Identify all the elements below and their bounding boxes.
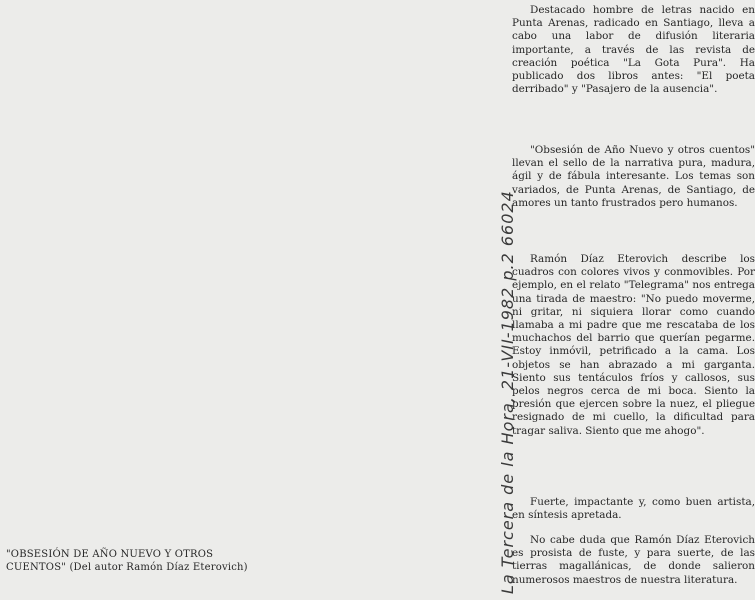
paragraph-4: Fuerte, impactante y, como buen artista, en síntesis apretada. [512,496,755,522]
paragraph-3: Ramón Díaz Eterovich describe los cuadros con colores vivos y conmovibles. Por ejemplo, en el relato "Telegrama" nos entrega una tirada de maestro: "No puedo moverme, ni gritar, ni siquiera llorar como cuando llamaba a mi padre que me rescataba de los muchachos del barrio que querían pegarme. Estoy inmóvil, petrificado a la cama. Los objetos se han abrazado a mi garganta. Siento sus tentáculos fríos y callosos, sus pelos negros cerca de mi boca. Siento la presión que ejercen sobre la nuez, el pliegue resignado de mi cuello, la dificultad para tragar saliva. Siento que me ahogo". [512,253,755,437]
photo-caption [6,548,250,574]
paragraph-5: No cabe duda que Ramón Díaz Eterovich es prosista de fuste, y para suerte, de las tierras magallánicas, de donde salieron numerosos maestros de nuestra literatura. [512,534,755,586]
caption-author: (Del autor Ramón Díaz Eterovich) [69,562,248,573]
paragraph-2: "Obsesión de Año Nuevo y otros cuentos" llevan el sello de la narrativa pura, madura, ágil y de fábula interesante. Los temas son variados, de Punta Arenas, de Santiago, de amores un tanto frustrados pero humanos. [512,144,755,209]
paragraph-1: Destacado hombre de letras nacido en Punta Arenas, radicado en Santiago, lleva a cabo una labor de difusión literaria importante, a través de las revista de creación poética "La Gota Pura". Ha publicado dos libros antes: "El poeta derribado" y "Pasajero de la ausencia". [512,4,755,96]
caption-book-title: "OBSESIÓN DE AÑO NUEVO Y OTROS CUENTOS" [6,549,214,573]
handwritten-source-note: La Tercera de la Hora, 21-VII-1982 p.2 66024 [498,190,517,594]
